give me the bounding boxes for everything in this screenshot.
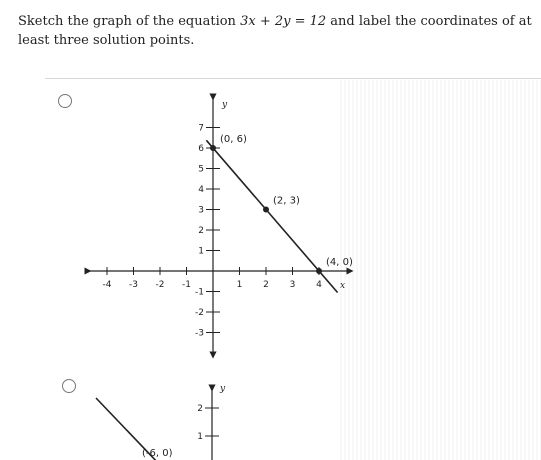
option-a-point xyxy=(263,207,269,213)
option-a-y-tick-label: 2 xyxy=(198,226,204,236)
option-a-graph[interactable] xyxy=(88,97,353,355)
option-b-y-axis-label: y xyxy=(220,384,226,394)
option-a-point-label: (4, 0) xyxy=(326,257,353,268)
option-a-y-tick-label: -1 xyxy=(195,287,204,298)
question-equation: 3x + 2y = 12 xyxy=(240,14,327,29)
option-a-y-tick-label: 3 xyxy=(198,205,204,216)
option-a-point-label: (0, 6) xyxy=(220,134,247,145)
option-a-x-tick-label: -3 xyxy=(129,280,138,290)
option-a-x-tick-label: 1 xyxy=(236,280,243,290)
option-a-y-tick-label: -2 xyxy=(195,308,204,318)
option-a-y-tick-label: 6 xyxy=(198,144,204,154)
option-a-point-label: (2, 3) xyxy=(273,195,300,207)
option-a-x-tick-label: -1 xyxy=(182,280,191,290)
option-a-point xyxy=(210,145,216,151)
option-a-x-tick-label: 4 xyxy=(316,280,322,290)
option-a-x-tick-label: 2 xyxy=(263,280,269,290)
question-suffix: and label the coordinates of at least three solution points. xyxy=(18,14,532,48)
option-b-y-tick-label: 2 xyxy=(197,404,203,414)
option-a-y-tick-label: 1 xyxy=(198,246,204,257)
option-a-x-axis-label: x xyxy=(340,281,346,291)
option-a-x-tick-label: -2 xyxy=(155,280,165,290)
option-a-point xyxy=(316,268,322,274)
option-a-y-tick-label: -3 xyxy=(195,328,204,339)
option-a-x-tick-label: -4 xyxy=(102,280,112,290)
option-a-y-axis-label: y xyxy=(222,100,228,110)
question-prefix: Sketch the graph of the equation xyxy=(18,14,236,29)
option-a-y-tick-label: 7 xyxy=(198,123,204,134)
option-a-y-tick-label: 4 xyxy=(198,185,204,195)
option-a-x-tick-label: 3 xyxy=(289,280,296,290)
option-b-y-tick-label: 1 xyxy=(197,432,203,442)
option-a-y-tick-label: 5 xyxy=(198,164,204,175)
option-b-point-label: (-6, 0) xyxy=(142,448,173,459)
option-b-graph[interactable] xyxy=(96,384,226,460)
